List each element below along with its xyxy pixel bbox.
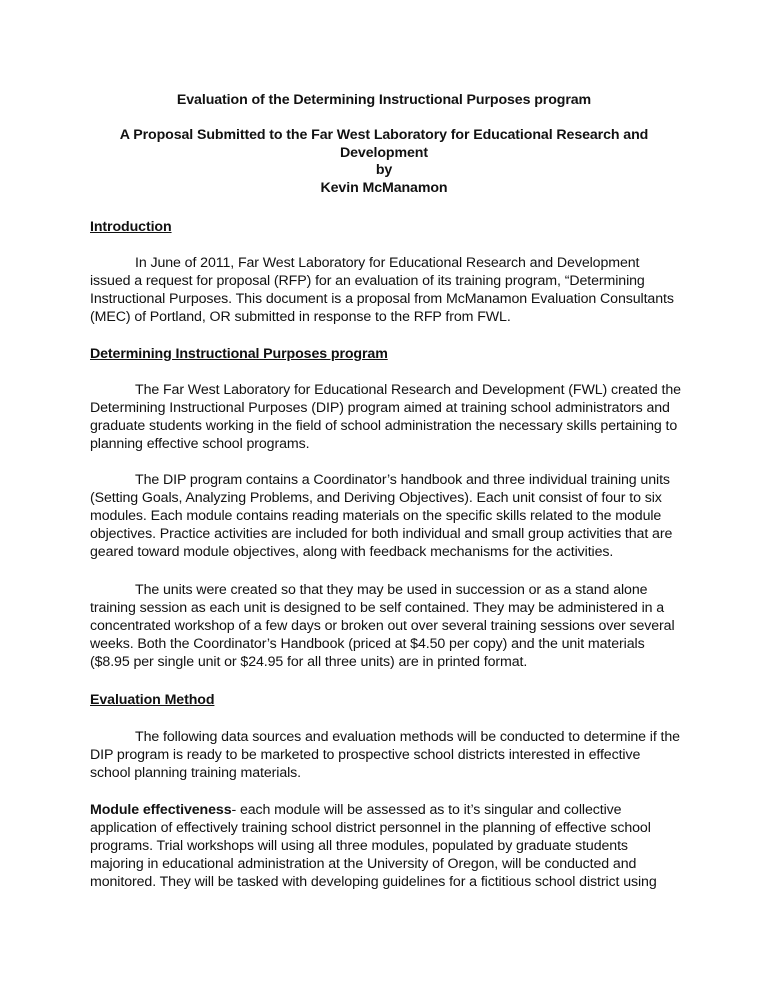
paragraph-line: programs. Trial workshops will using all three modules, populated by graduate students bbox=[90, 838, 628, 854]
section-heading-dip-program: Determining Instructional Purposes program bbox=[90, 346, 388, 362]
paragraph-line: The DIP program contains a Coordinator’s handbook and three individual training units bbox=[135, 472, 670, 488]
document-title: Evaluation of the Determining Instructional Purposes program bbox=[176, 92, 592, 108]
subtitle-by: by bbox=[375, 162, 393, 178]
paragraph-line: DIP program is ready to be marketed to prospective school districts interested in effective bbox=[90, 747, 641, 763]
paragraph-line: The units were created so that they may be used in succession or as a stand alone bbox=[135, 582, 648, 598]
paragraph-line: school planning training materials. bbox=[90, 765, 302, 781]
paragraph-line: ($8.95 per single unit or $24.95 for all three units) are in printed format. bbox=[90, 654, 528, 670]
paragraph-line: majoring in educational administration at the University of Oregon, will be conducted and bbox=[90, 856, 637, 872]
paragraph-line: The Far West Laboratory for Educational Research and Development (FWL) created the bbox=[135, 382, 681, 398]
paragraph-line: concentrated workshop of a few days or broken out over several training sessions over several bbox=[90, 618, 675, 634]
module-effectiveness-label: Module effectiveness bbox=[90, 802, 232, 818]
paragraph-line: Determining Instructional Purposes (DIP) program aimed at training school administrators and bbox=[90, 400, 670, 416]
section-heading-evaluation-method: Evaluation Method bbox=[90, 692, 215, 708]
paragraph-line: issued a request for proposal (RFP) for an evaluation of its training program, “Determining bbox=[90, 273, 645, 289]
paragraph-line: (Setting Goals, Analyzing Problems, and Deriving Objectives). Each unit consist of four to six bbox=[90, 490, 662, 506]
paragraph-line: modules. Each module contains reading materials on the specific skills related to the module bbox=[90, 508, 662, 524]
paragraph-line: Instructional Purposes. This document is a proposal from McManamon Evaluation Consultants bbox=[90, 291, 674, 307]
paragraph-line: (MEC) of Portland, OR submitted in response to the RFP from FWL. bbox=[90, 309, 511, 325]
paragraph-line-lead bbox=[90, 801, 621, 819]
author-name: Kevin McManamon bbox=[320, 180, 448, 196]
paragraph-line: application of effectively training school district personnel in the planning of effective school bbox=[90, 820, 651, 836]
paragraph-line: monitored. They will be tasked with developing guidelines for a fictitious school district using bbox=[90, 874, 657, 890]
paragraph-line: graduate students working in the field of school administration the necessary skills pertaining to bbox=[90, 418, 678, 434]
paragraph-line: In June of 2011, Far West Laboratory for Educational Research and Development bbox=[135, 255, 640, 271]
paragraph-line: geared toward module objectives, along with feedback mechanisms for the activities. bbox=[90, 544, 614, 560]
subtitle-line: Development bbox=[340, 145, 428, 161]
paragraph-line: objectives. Practice activities are included for both individual and small group activities that are bbox=[90, 526, 673, 542]
paragraph-text: - each module will be assessed as to it’s singular and collective bbox=[231, 802, 622, 818]
paragraph-line: training session as each unit is designed to be self contained. They may be administered in a bbox=[90, 600, 665, 616]
subtitle-line: A Proposal Submitted to the Far West Laboratory for Educational Research and bbox=[119, 127, 649, 143]
section-heading-introduction: Introduction bbox=[90, 219, 172, 235]
paragraph-line: The following data sources and evaluation methods will be conducted to determine if the bbox=[135, 729, 680, 745]
paragraph-line: weeks. Both the Coordinator’s Handbook (priced at $4.50 per copy) and the unit materials bbox=[90, 636, 645, 652]
paragraph-line: planning effective school programs. bbox=[90, 436, 310, 452]
